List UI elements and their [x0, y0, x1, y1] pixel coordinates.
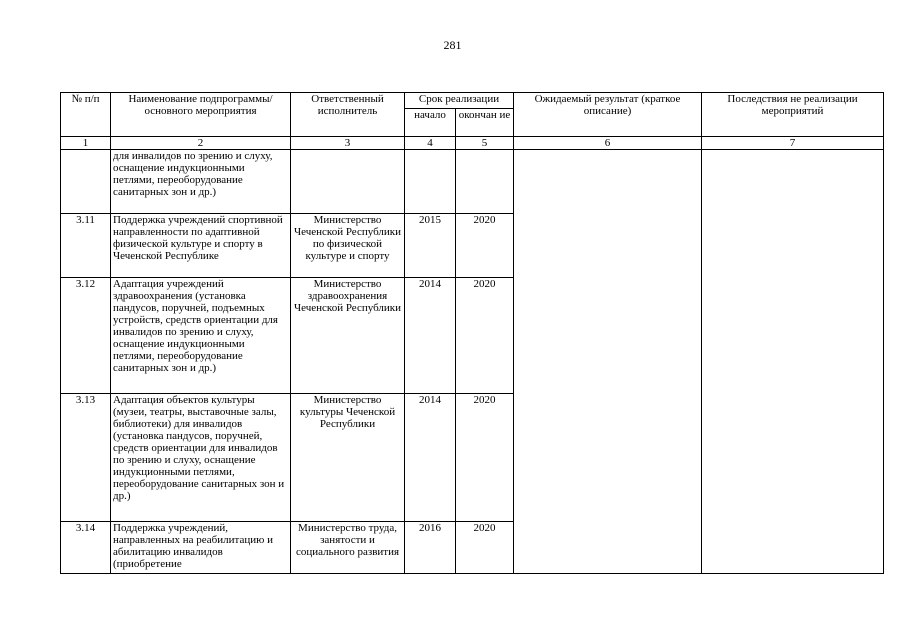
- header-num: № п/п: [61, 93, 111, 137]
- column-number: 1: [61, 137, 111, 150]
- column-number: 3: [291, 137, 405, 150]
- row-start: 2015: [405, 214, 456, 278]
- row-end: 2020: [456, 278, 514, 394]
- row-executor: Министерство здравоохранения Чеченской Республики: [291, 278, 405, 394]
- row-number: 3.11: [61, 214, 111, 278]
- row-executor: Министерство Чеченской Республики по физической культуре и спорту: [291, 214, 405, 278]
- header-executor: Ответственный исполнитель: [291, 93, 405, 137]
- row-start: [405, 150, 456, 214]
- row-name: Адаптация учреждений здравоохранения (установка пандусов, поручней, подъемных устройств, средств ориентации для инвалидов по зрению и слуху, оснащение индукционными петлями, переоборудование санитарных зон и др.): [111, 278, 291, 394]
- result-cell: [514, 150, 702, 574]
- row-end: 2020: [456, 394, 514, 522]
- row-executor: [291, 150, 405, 214]
- row-number: 3.14: [61, 522, 111, 574]
- row-executor: Министерство труда, занятости и социального развития: [291, 522, 405, 574]
- column-number: 2: [111, 137, 291, 150]
- row-end: [456, 150, 514, 214]
- row-name: Поддержка учреждений, направленных на реабилитацию и абилитацию инвалидов (приобретение: [111, 522, 291, 574]
- table-row: [61, 150, 884, 214]
- row-number: 3.13: [61, 394, 111, 522]
- row-number: 3.12: [61, 278, 111, 394]
- page-number: 281: [443, 38, 462, 52]
- row-number: [61, 150, 111, 214]
- program-table: [60, 92, 884, 574]
- row-name: для инвалидов по зрению и слуху, оснащение индукционными петлями, переоборудование санитарных зон и др.): [111, 150, 291, 214]
- header-end: окончан ие: [456, 109, 514, 137]
- row-executor: Министерство культуры Чеченской Республики: [291, 394, 405, 522]
- consequences-cell: [702, 150, 884, 574]
- row-start: 2016: [405, 522, 456, 574]
- column-number: 5: [456, 137, 514, 150]
- header-name: Наименование подпрограммы/ основного мероприятия: [111, 93, 291, 137]
- column-number: 7: [702, 137, 884, 150]
- row-start: 2014: [405, 394, 456, 522]
- row-start: 2014: [405, 278, 456, 394]
- header-consequences: Последствия не реализации мероприятий: [702, 93, 884, 137]
- row-end: 2020: [456, 214, 514, 278]
- header-start: начало: [405, 109, 456, 137]
- column-number: 4: [405, 137, 456, 150]
- row-name: Адаптация объектов культуры (музеи, театры, выставочные залы, библиотеки) для инвалидов (установка пандусов, поручней, средств ориентации для инвалидов по зрению и слуху, оснащение индукционными петлями, переоборудование санитарных зон и др.): [111, 394, 291, 522]
- header-result: Ожидаемый результат (краткое описание): [514, 93, 702, 137]
- header-period: Срок реализации: [405, 93, 514, 109]
- column-number: 6: [514, 137, 702, 150]
- row-name: Поддержка учреждений спортивной направленности по адаптивной физической культуре и спорту в Чеченской Республике: [111, 214, 291, 278]
- row-end: 2020: [456, 522, 514, 574]
